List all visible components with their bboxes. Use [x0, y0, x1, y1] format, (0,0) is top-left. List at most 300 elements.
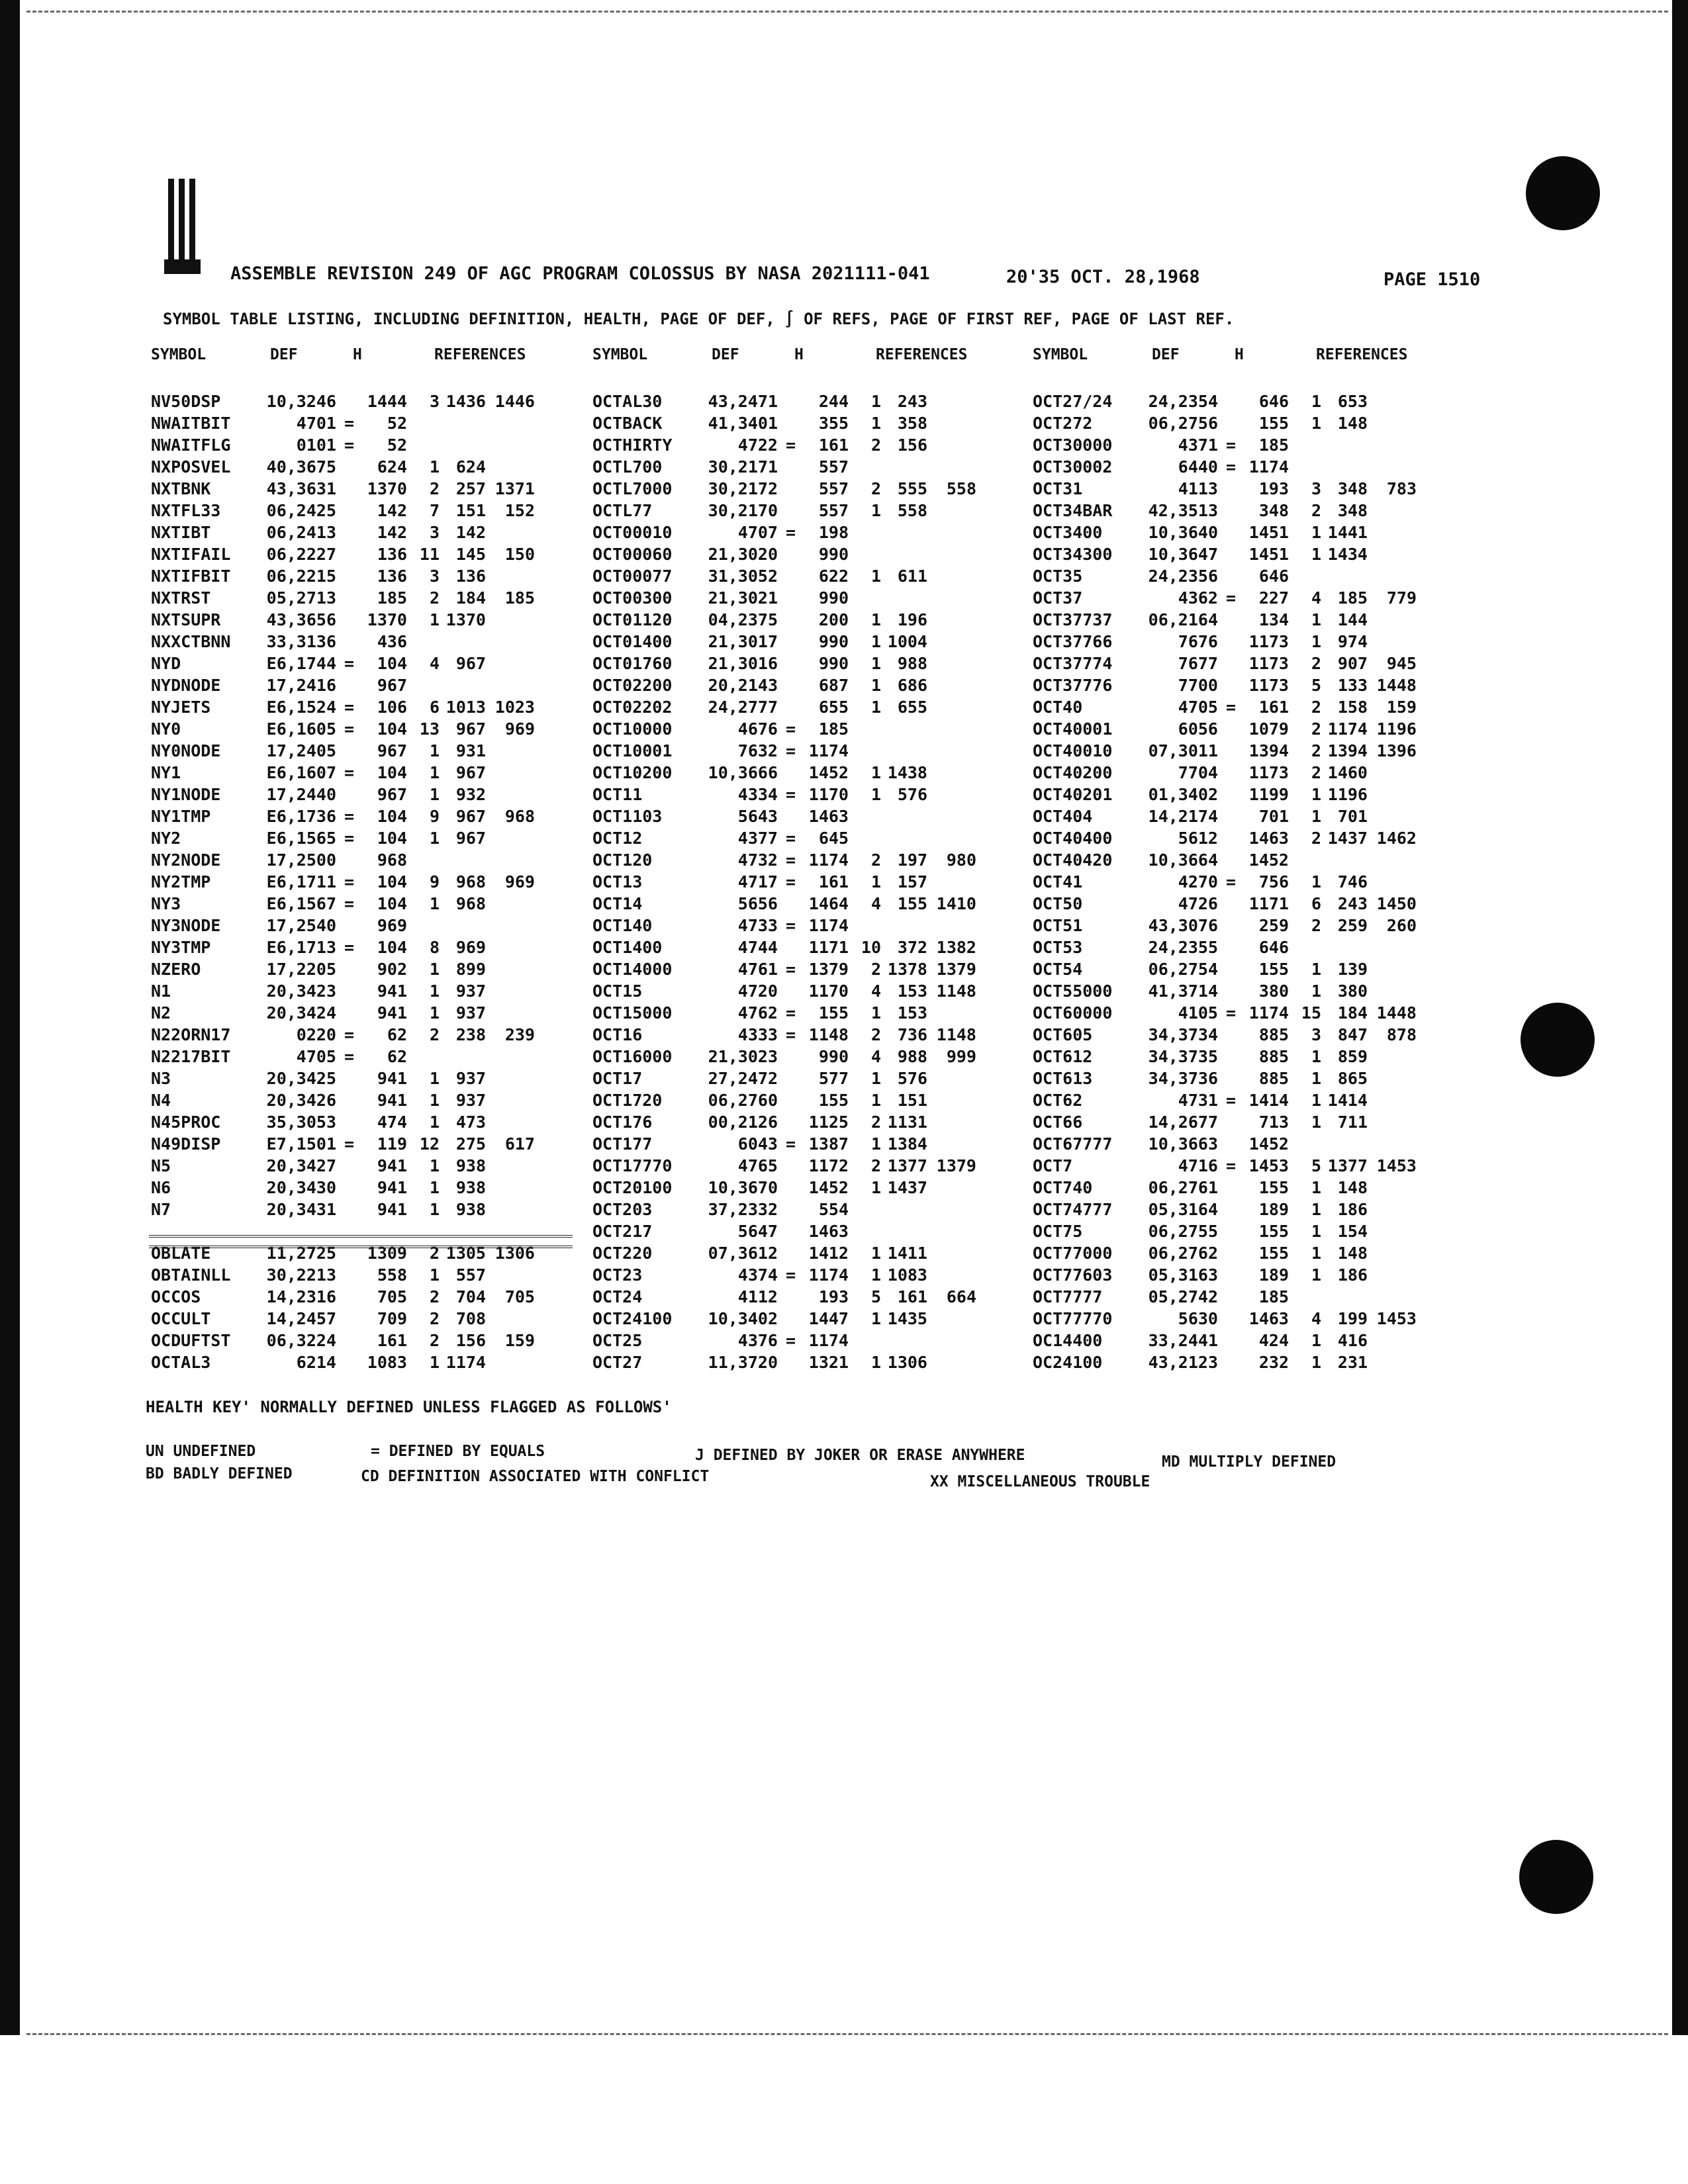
- cell-def-page: 1444: [367, 392, 407, 411]
- cell-ref-count: 1: [429, 1069, 440, 1088]
- cell-ref-count: 1: [429, 1156, 440, 1175]
- cell-symbol: OCT00060: [592, 545, 673, 564]
- cell-last-ref: 1023: [494, 698, 535, 717]
- cell-def: 24,2354: [1148, 392, 1218, 411]
- cell-def-page: 968: [377, 850, 407, 870]
- cell-symbol: N7: [151, 1200, 171, 1219]
- table-row: [1033, 850, 1430, 872]
- table-row: [1033, 1113, 1430, 1134]
- cell-first-ref: 154: [1337, 1222, 1368, 1241]
- cell-health: =: [344, 414, 355, 433]
- cell-def: 20,3430: [266, 1178, 336, 1197]
- cell-ref-count: 1: [870, 1309, 881, 1328]
- cell-health: =: [344, 719, 355, 739]
- cell-symbol: OCT12: [592, 829, 643, 848]
- cell-def: 6440: [1178, 457, 1218, 477]
- table-row: [151, 1113, 548, 1134]
- cell-first-ref: 899: [455, 960, 486, 979]
- table-row: [151, 545, 548, 566]
- cell-def-page: 1174: [808, 916, 849, 935]
- cell-first-ref: 136: [455, 567, 486, 586]
- cell-ref-count: 5: [1311, 676, 1321, 695]
- cell-first-ref: 199: [1337, 1309, 1368, 1328]
- page-top-edge: [26, 11, 1668, 13]
- cell-ref-count: 1: [870, 1091, 881, 1110]
- cell-ref-count: 5: [1311, 1156, 1321, 1175]
- cell-def: 4705: [296, 1047, 336, 1066]
- table-row: [592, 501, 990, 522]
- cell-ref-count: 2: [870, 479, 881, 498]
- table-row: [151, 829, 548, 850]
- cell-def-page: 189: [1258, 1200, 1289, 1219]
- cell-symbol: OCT51: [1033, 916, 1083, 935]
- cell-def: 10,3246: [266, 392, 336, 411]
- cell-def-page: 52: [387, 435, 407, 455]
- cell-ref-count: 1: [429, 1113, 440, 1132]
- cell-symbol: NY2TMP: [151, 872, 211, 891]
- cell-symbol: NY3TMP: [151, 938, 211, 957]
- cell-ref-count: 3: [429, 392, 440, 411]
- cell-def-page: 1414: [1248, 1091, 1289, 1110]
- cell-def: 37,2332: [708, 1200, 778, 1219]
- table-row: [592, 435, 990, 457]
- cell-ref-count: 1: [870, 610, 881, 629]
- cell-def-page: 1387: [808, 1134, 849, 1154]
- cell-def: 4362: [1178, 588, 1218, 608]
- cell-health: =: [786, 719, 796, 739]
- cell-def: E6,1736: [266, 807, 336, 826]
- cell-symbol: OCT14: [592, 894, 643, 913]
- cell-first-ref: 151: [455, 501, 486, 520]
- cell-first-ref: 416: [1337, 1331, 1368, 1350]
- cell-symbol: N2: [151, 1003, 171, 1023]
- section-separator: [149, 1235, 573, 1248]
- health-key-xx: XX MISCELLANEOUS TROUBLE: [930, 1473, 1150, 1490]
- cell-def: 35,3053: [266, 1113, 336, 1132]
- table-row: [151, 938, 548, 959]
- cell-def-page: 1452: [1248, 1134, 1289, 1154]
- table-row: [1033, 1025, 1430, 1046]
- cell-ref-count: 1: [870, 763, 881, 782]
- cell-first-ref: 380: [1337, 981, 1368, 1001]
- cell-def-page: 941: [377, 1156, 407, 1175]
- cell-ref-count: 1: [429, 1200, 440, 1219]
- cell-def: 4105: [1178, 1003, 1218, 1023]
- cell-first-ref: 932: [455, 785, 486, 804]
- cell-def: 21,3021: [708, 588, 778, 608]
- cell-def: E6,1605: [266, 719, 336, 739]
- cell-symbol: OCT00077: [592, 567, 673, 586]
- cell-symbol: OCT40420: [1033, 850, 1113, 870]
- cell-def-page: 104: [377, 719, 407, 739]
- header-title: ASSEMBLE REVISION 249 OF AGC PROGRAM COLOSSUS BY NASA 2021111-041: [230, 263, 930, 284]
- cell-def: 0220: [296, 1025, 336, 1044]
- cell-ref-count: 3: [1311, 479, 1321, 498]
- cell-symbol: OCTBACK: [592, 414, 663, 433]
- cell-ref-count: 1: [1311, 1222, 1321, 1241]
- cell-symbol: OCT37776: [1033, 676, 1113, 695]
- cell-first-ref: 133: [1337, 676, 1368, 695]
- cell-def-page: 104: [377, 829, 407, 848]
- cell-symbol: OCTL77: [592, 501, 653, 520]
- cell-def-page: 227: [1258, 588, 1289, 608]
- cell-symbol: OCT27/24: [1033, 392, 1113, 411]
- table-row: [151, 414, 548, 435]
- cell-ref-count: 1: [870, 567, 881, 586]
- cell-last-ref: 980: [946, 850, 976, 870]
- cell-def: 4765: [737, 1156, 778, 1175]
- cell-first-ref: 938: [455, 1200, 486, 1219]
- cell-first-ref: 704: [455, 1287, 486, 1306]
- cell-health: =: [786, 1331, 796, 1350]
- table-row: [1033, 1244, 1430, 1265]
- table-row: [1033, 654, 1430, 675]
- cell-def-page: 104: [377, 763, 407, 782]
- cell-def: E7,1501: [266, 1134, 336, 1154]
- cell-first-ref: 907: [1337, 654, 1368, 673]
- table-row: [1033, 872, 1430, 893]
- cell-first-ref: 967: [455, 719, 486, 739]
- cell-def-page: 1171: [808, 938, 849, 957]
- cell-ref-count: 2: [870, 1025, 881, 1044]
- cell-ref-count: 1: [429, 1003, 440, 1023]
- cell-def-page: 646: [1258, 938, 1289, 957]
- cell-def-page: 134: [1258, 610, 1289, 629]
- cell-def: 6056: [1178, 719, 1218, 739]
- cell-def-page: 424: [1258, 1331, 1289, 1350]
- cell-symbol: OCT16: [592, 1025, 643, 1044]
- cell-def: 33,3136: [266, 632, 336, 651]
- cell-ref-count: 1: [1311, 392, 1321, 411]
- cell-def-page: 941: [377, 1178, 407, 1197]
- table-row: [1033, 676, 1430, 697]
- cell-health: =: [786, 850, 796, 870]
- cell-def: 4733: [737, 916, 778, 935]
- cell-ref-count: 2: [1311, 654, 1321, 673]
- table-row: [592, 588, 990, 610]
- cell-symbol: NXTBNK: [151, 479, 211, 498]
- cell-symbol: OBTAINLL: [151, 1265, 231, 1285]
- cell-last-ref: 1196: [1376, 719, 1417, 739]
- cell-symbol: OCT60000: [1033, 1003, 1113, 1023]
- cell-ref-count: 2: [1311, 501, 1321, 520]
- cell-health: =: [786, 1265, 796, 1285]
- cell-def-page: 941: [377, 1003, 407, 1023]
- cell-last-ref: 1306: [494, 1244, 535, 1263]
- cell-ref-count: 2: [870, 850, 881, 870]
- cell-health: =: [786, 960, 796, 979]
- table-row: [151, 1287, 548, 1308]
- cell-def: 21,3017: [708, 632, 778, 651]
- cell-ref-count: 1: [870, 1003, 881, 1023]
- cell-health: =: [1226, 457, 1237, 477]
- cell-first-ref: 144: [1337, 610, 1368, 629]
- cell-first-ref: 1460: [1327, 763, 1368, 782]
- cell-ref-count: 13: [419, 719, 440, 739]
- cell-def-page: 1452: [808, 1178, 849, 1197]
- cell-def-page: 185: [377, 588, 407, 608]
- cell-ref-count: 4: [1311, 588, 1321, 608]
- cell-symbol: OCT272: [1033, 414, 1093, 433]
- cell-first-ref: 148: [1337, 1244, 1368, 1263]
- cell-health: =: [786, 785, 796, 804]
- cell-health: =: [344, 1025, 355, 1044]
- table-row: [592, 872, 990, 893]
- cell-first-ref: 859: [1337, 1047, 1368, 1066]
- table-row: [1033, 567, 1430, 588]
- cell-symbol: N2217BIT: [151, 1047, 231, 1066]
- cell-health: =: [1226, 435, 1237, 455]
- cell-ref-count: 1: [870, 501, 881, 520]
- cell-def-page: 155: [818, 1091, 849, 1110]
- cell-symbol: OCT605: [1033, 1025, 1093, 1044]
- cell-def-page: 155: [1258, 960, 1289, 979]
- table-row: [1033, 763, 1430, 784]
- cell-symbol: NYD: [151, 654, 181, 673]
- cell-first-ref: 967: [455, 829, 486, 848]
- cell-health: =: [344, 1047, 355, 1066]
- table-row: [151, 1309, 548, 1330]
- cell-first-ref: 968: [455, 894, 486, 913]
- cell-first-ref: 156: [897, 435, 927, 455]
- cell-ref-count: 3: [429, 523, 440, 542]
- cell-def-page: 967: [377, 676, 407, 695]
- cell-ref-count: 9: [429, 872, 440, 891]
- cell-ref-count: 11: [419, 545, 440, 564]
- cell-def-page: 348: [1258, 501, 1289, 520]
- cell-def: 20,3425: [266, 1069, 336, 1088]
- cell-first-ref: 1196: [1327, 785, 1368, 804]
- cell-def: 4732: [737, 850, 778, 870]
- table-row: [592, 1113, 990, 1134]
- cell-last-ref: 1462: [1376, 829, 1417, 848]
- cell-def: 4717: [737, 872, 778, 891]
- table-row: [151, 588, 548, 610]
- cell-def: 4676: [737, 719, 778, 739]
- table-row: [592, 1287, 990, 1308]
- cell-def-page: 436: [377, 632, 407, 651]
- table-row: [151, 501, 548, 522]
- cell-def-page: 645: [818, 829, 849, 848]
- health-key-equals: = DEFINED BY EQUALS: [371, 1443, 545, 1460]
- cell-def: 4270: [1178, 872, 1218, 891]
- cell-ref-count: 2: [429, 1025, 440, 1044]
- cell-last-ref: 779: [1386, 588, 1417, 608]
- cell-def-page: 1447: [808, 1309, 849, 1328]
- table-row: [592, 829, 990, 850]
- cell-symbol: OCT34BAR: [1033, 501, 1113, 520]
- cell-def-page: 136: [377, 545, 407, 564]
- cell-symbol: NYJETS: [151, 698, 211, 717]
- cell-ref-count: 1: [870, 698, 881, 717]
- table-row: [151, 567, 548, 588]
- cell-def-page: 1170: [808, 981, 849, 1001]
- table-row: [592, 676, 990, 697]
- table-row: [151, 894, 548, 915]
- cell-symbol: OCT176: [592, 1113, 653, 1132]
- cell-def: 43,2123: [1148, 1353, 1218, 1372]
- table-row: [151, 763, 548, 784]
- cell-def: 4731: [1178, 1091, 1218, 1110]
- cell-symbol: OCT41: [1033, 872, 1083, 891]
- table-row: [592, 938, 990, 959]
- cell-first-ref: 148: [1337, 414, 1368, 433]
- cell-def: 4334: [737, 785, 778, 804]
- cell-def: 06,2425: [266, 501, 336, 520]
- cell-def-page: 185: [1258, 1287, 1289, 1306]
- cell-health: =: [344, 1134, 355, 1154]
- table-row: [1033, 960, 1430, 981]
- cell-symbol: OCT40400: [1033, 829, 1113, 848]
- cell-symbol: N45PROC: [151, 1113, 221, 1132]
- table-row: [1033, 698, 1430, 719]
- cell-def: 30,2170: [708, 501, 778, 520]
- cell-health: =: [344, 938, 355, 957]
- cell-first-ref: 938: [455, 1156, 486, 1175]
- cell-last-ref: 664: [946, 1287, 976, 1306]
- cell-first-ref: 1411: [887, 1244, 927, 1263]
- table-row: [151, 1178, 548, 1199]
- cell-ref-count: 4: [1311, 1309, 1321, 1328]
- cell-def: 20,3427: [266, 1156, 336, 1175]
- cell-symbol: NY3: [151, 894, 181, 913]
- cell-def-page: 967: [377, 785, 407, 804]
- cell-health: =: [786, 741, 796, 760]
- cell-def: 4701: [296, 414, 336, 433]
- cell-symbol: OCT17770: [592, 1156, 673, 1175]
- table-row: [592, 1265, 990, 1287]
- cell-symbol: NXTIBT: [151, 523, 211, 542]
- cell-symbol: OCT02200: [592, 676, 673, 695]
- cell-ref-count: 4: [870, 981, 881, 1001]
- cell-last-ref: 558: [946, 479, 976, 498]
- cell-ref-count: 1: [870, 676, 881, 695]
- cell-first-ref: 1306: [887, 1353, 927, 1372]
- cell-def: 4716: [1178, 1156, 1218, 1175]
- cell-symbol: N22ORN17: [151, 1025, 231, 1044]
- table-row: [1033, 741, 1430, 762]
- cell-symbol: OCT77000: [1033, 1244, 1113, 1263]
- cell-ref-count: 1: [870, 1134, 881, 1154]
- cell-symbol: N6: [151, 1178, 171, 1197]
- cell-def: 4722: [737, 435, 778, 455]
- table-row: [592, 1244, 990, 1265]
- cell-symbol: OCT24100: [592, 1309, 673, 1328]
- table-row: [151, 741, 548, 762]
- cell-symbol: NXTRST: [151, 588, 211, 608]
- cell-symbol: NZERO: [151, 960, 201, 979]
- cell-ref-count: 1: [870, 632, 881, 651]
- cell-def-page: 474: [377, 1113, 407, 1132]
- cell-symbol: OC14400: [1033, 1331, 1103, 1350]
- cell-first-ref: 142: [455, 523, 486, 542]
- cell-def-page: 1394: [1248, 741, 1289, 760]
- cell-first-ref: 155: [897, 894, 927, 913]
- cell-def: 10,3647: [1148, 545, 1218, 564]
- cell-def: 31,3052: [708, 567, 778, 586]
- cell-health: =: [344, 435, 355, 455]
- table-row: [151, 872, 548, 893]
- cell-def-page: 941: [377, 981, 407, 1001]
- table-row: [1033, 1047, 1430, 1068]
- cell-def-page: 104: [377, 938, 407, 957]
- cell-first-ref: 624: [455, 457, 486, 477]
- cell-ref-count: 1: [870, 1178, 881, 1197]
- cell-symbol: OCT7: [1033, 1156, 1073, 1175]
- cell-ref-count: 1: [429, 894, 440, 913]
- cell-symbol: OCT612: [1033, 1047, 1093, 1066]
- table-row: [151, 1091, 548, 1112]
- cell-def-page: 1173: [1248, 654, 1289, 673]
- cell-symbol: OCT24: [592, 1287, 643, 1306]
- cell-symbol: NXTIFAIL: [151, 545, 231, 564]
- table-row: [1033, 1265, 1430, 1287]
- cell-def-page: 155: [1258, 1244, 1289, 1263]
- cell-def-page: 104: [377, 807, 407, 826]
- table-row: [151, 392, 548, 413]
- cell-ref-count: 1: [429, 981, 440, 1001]
- cell-symbol: OCT01400: [592, 632, 673, 651]
- cell-first-ref: 974: [1337, 632, 1368, 651]
- cell-ref-count: 1: [1311, 1265, 1321, 1285]
- table-row: [1033, 1200, 1430, 1221]
- cell-last-ref: 969: [504, 872, 535, 891]
- cell-ref-count: 1: [1311, 1113, 1321, 1132]
- table-row: [151, 981, 548, 1003]
- health-key-un: UN UNDEFINED: [146, 1443, 256, 1460]
- column-header-def: DEF: [270, 346, 298, 363]
- cell-first-ref: 196: [897, 610, 927, 629]
- table-row: [1033, 1156, 1430, 1177]
- health-key-md: MD MULTIPLY DEFINED: [1162, 1453, 1336, 1471]
- table-row: [1033, 1069, 1430, 1090]
- cell-last-ref: 1379: [936, 960, 976, 979]
- table-row: [592, 654, 990, 675]
- cell-ref-count: 4: [870, 894, 881, 913]
- cell-def-page: 161: [1258, 698, 1289, 717]
- cell-last-ref: 1448: [1376, 676, 1417, 695]
- cell-first-ref: 275: [455, 1134, 486, 1154]
- cell-last-ref: 1410: [936, 894, 976, 913]
- cell-symbol: OCT37766: [1033, 632, 1113, 651]
- cell-last-ref: 783: [1386, 479, 1417, 498]
- cell-def: 14,2174: [1148, 807, 1218, 826]
- table-row: [1033, 545, 1430, 566]
- cell-first-ref: 184: [1337, 1003, 1368, 1023]
- table-row: [592, 632, 990, 653]
- cell-symbol: OCT37774: [1033, 654, 1113, 673]
- cell-def-page: 161: [818, 872, 849, 891]
- cell-def: 43,3076: [1148, 916, 1218, 935]
- table-row: [1033, 457, 1430, 478]
- table-row: [592, 1069, 990, 1090]
- column-header-h: H: [353, 346, 362, 363]
- cell-symbol: OCT02202: [592, 698, 673, 717]
- column-header-def: DEF: [1152, 346, 1180, 363]
- cell-def: 14,2457: [266, 1309, 336, 1328]
- cell-symbol: NY0: [151, 719, 181, 739]
- cell-symbol: OCT15: [592, 981, 643, 1001]
- cell-def: 05,2742: [1148, 1287, 1218, 1306]
- cell-def: 34,3736: [1148, 1069, 1218, 1088]
- cell-def-page: 119: [377, 1134, 407, 1154]
- table-row: [592, 1353, 990, 1374]
- cell-def-page: 1125: [808, 1113, 849, 1132]
- cell-first-ref: 358: [897, 414, 927, 433]
- cell-symbol: NY0NODE: [151, 741, 221, 760]
- cell-symbol: OCT50: [1033, 894, 1083, 913]
- cell-ref-count: 1: [1311, 1200, 1321, 1219]
